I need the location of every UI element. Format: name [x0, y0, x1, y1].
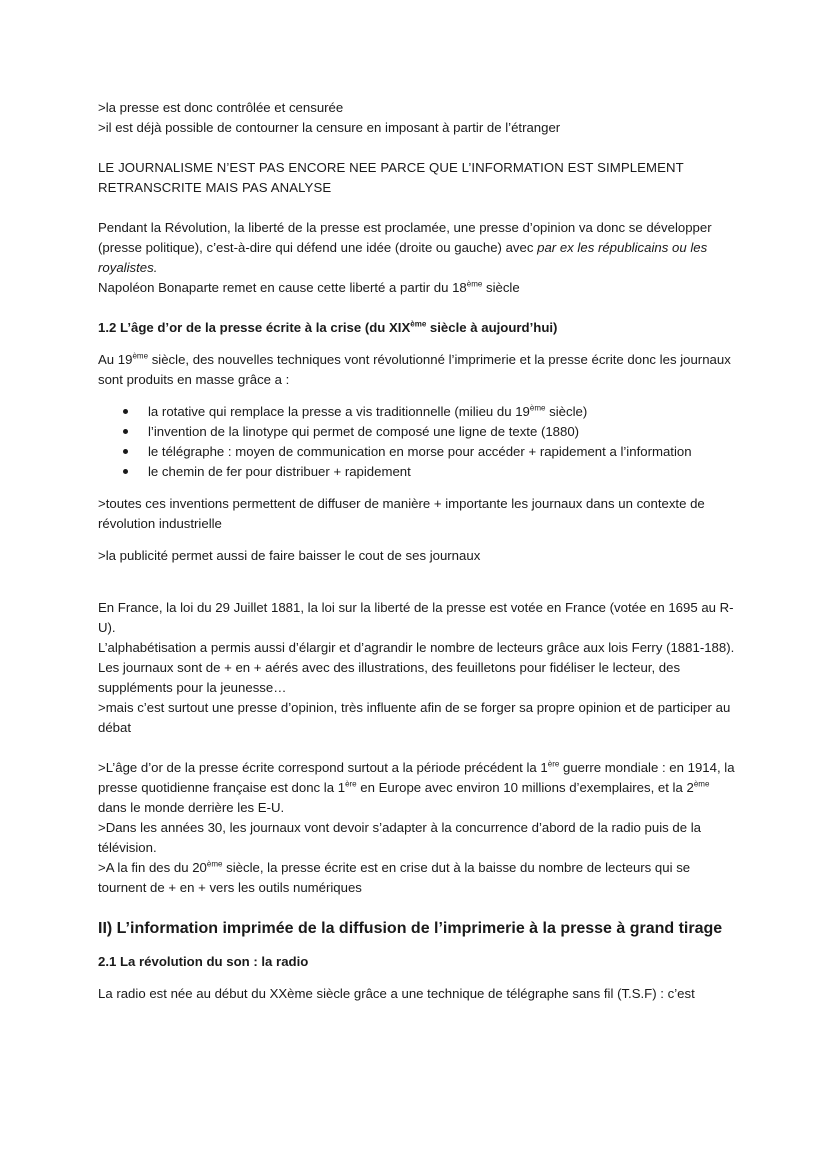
text-paragraph: >A la fin des du 20ème siècle, la presse écrite est en crise dut à la baisse du nombre de lecteurs qui se tournent de + en + vers les outils numériques — [98, 859, 691, 895]
napoleon-line: Napoléon Bonaparte remet en cause cette liberté a partir du 18ème siècle — [98, 279, 520, 295]
bullet-icon — [123, 429, 128, 434]
document-page — [98, 98, 738, 1004]
text-paragraph: En France, la loi du 29 Juillet 1881, la loi sur la liberté de la presse est votée en France (votée en 1695 au R-U). — [98, 600, 734, 635]
text-paragraph: La radio est née au début du XXème siècle grâce a une technique de télégraphe sans fil (T.S.F) : c’est — [98, 986, 695, 1001]
list-item: le télégraphe : moyen de communication en morse pour accéder + rapidement a l’information — [148, 442, 738, 462]
text-paragraph: >L’âge d’or de la presse écrite correspond surtout a la période précédent la 1ère guerre mondiale : en 1914, la presse quotidienne française est donc la 1ère en Europe avec environ 10 millions d’exemplaires, et la 2ème dans le monde derrière les E-U. — [98, 759, 735, 815]
inventions-list — [98, 402, 738, 482]
italic-example: par ex les républicains ou les royalistes. — [98, 240, 708, 275]
text-paragraph: >toutes ces inventions permettent de diffuser de manière + importante les journaux dans un contexte de révolution industrielle — [98, 496, 705, 531]
text-paragraph: >la publicité permet aussi de faire baisser le cout de ses journaux — [98, 548, 481, 563]
intro-paragraph: Au 19ème siècle, des nouvelles techniques vont révolutionné l’imprimerie et la presse écrite donc les journaux sont produits en masse grâce a : — [98, 351, 731, 387]
section-heading-2-1: 2.1 La révolution du son : la radio — [98, 954, 309, 969]
text-paragraph: >Dans les années 30, les journaux vont devoir s’adapter à la concurrence d’abord de la radio puis de la télévision. — [98, 820, 701, 855]
list-item: le chemin de fer pour distribuer + rapidement — [148, 462, 738, 482]
text-paragraph: >mais c’est surtout une presse d’opinion, très influente afin de se forger sa propre opinion et de participer au débat — [98, 700, 731, 735]
section-heading-II: II) L’information imprimée de la diffusion de l’imprimerie à la presse à grand tirage — [98, 920, 723, 937]
text-paragraph: Les journaux sont de + en + aérés avec des illustrations, des feuilletons pour fidéliser le lecteur, des suppléments pour la jeunesse… — [98, 660, 681, 695]
bullet-icon — [123, 469, 128, 474]
list-item: la rotative qui remplace la presse a vis traditionnelle (milieu du 19ème siècle) — [148, 402, 738, 422]
section-heading-1-2: 1.2 L’âge d’or de la presse écrite à la crise (du XIXème siècle à aujourd’hui) — [98, 319, 558, 335]
caps-paragraph: LE JOURNALISME N’EST PAS ENCORE NEE PARCE QUE L’INFORMATION EST SIMPLEMENT RETRANSCRITE MAIS PAS ANALYSE — [98, 160, 684, 195]
text-line: >la presse est donc contrôlée et censurée — [98, 100, 344, 115]
bullet-icon — [123, 449, 128, 454]
bullet-icon — [123, 409, 128, 414]
list-item: l’invention de la linotype qui permet de composé une ligne de texte (1880) — [148, 422, 738, 442]
revolution-paragraph: Pendant la Révolution, la liberté de la presse est proclamée, une presse d’opinion va donc se développer (presse politique), c’est-à-dire qui défend une idée (droite ou gauche) avec par ex les républicains ou les royalistes. — [98, 220, 712, 275]
text-line: >il est déjà possible de contourner la censure en imposant à partir de l’étranger — [98, 120, 561, 135]
text-paragraph: L’alphabétisation a permis aussi d’élargir et d’agrandir le nombre de lecteurs grâce aux lois Ferry (1881-188). — [98, 640, 735, 655]
